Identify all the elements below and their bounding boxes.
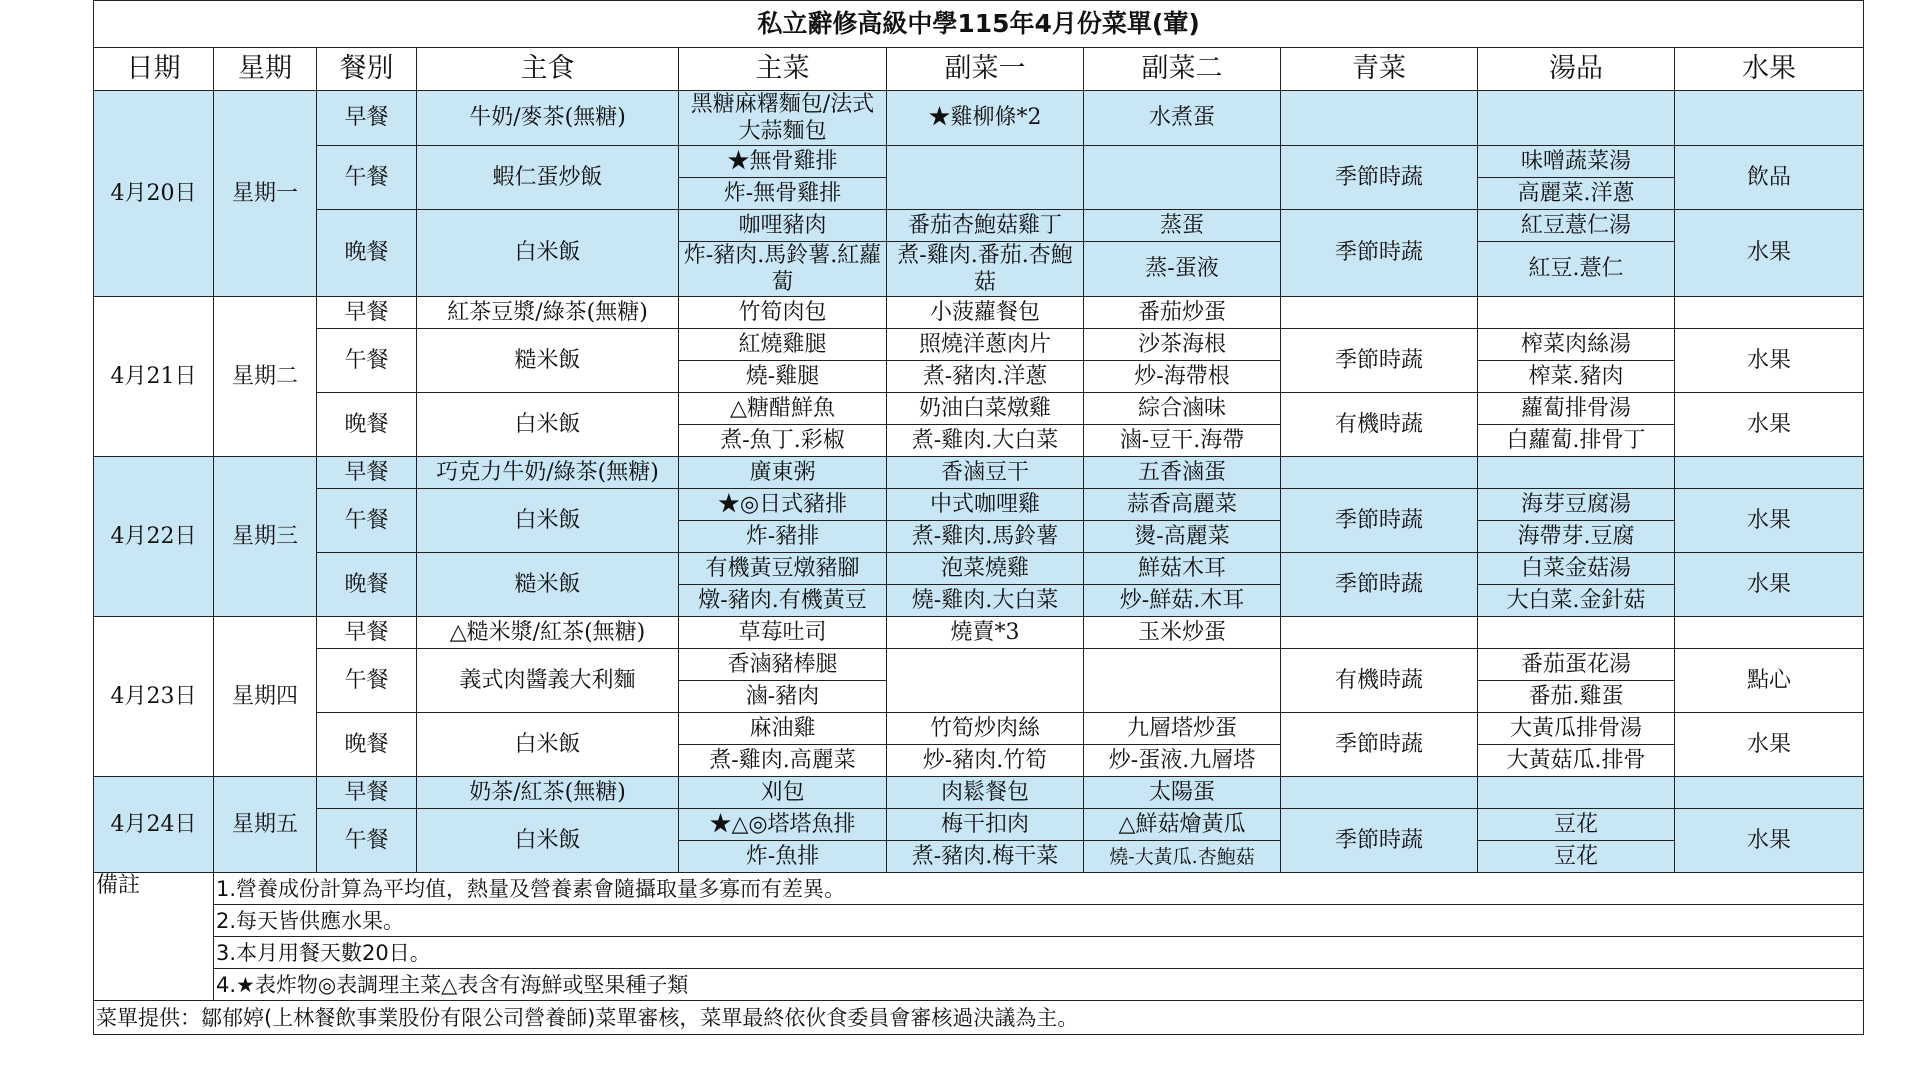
fruit-cell: 水果 [1675,809,1864,873]
notes-row [94,905,1864,937]
vegetable-cell [1281,617,1478,649]
meal-label: 早餐 [317,91,417,146]
note-item: 1.營養成份計算為平均值，熱量及營養素會隨攝取量多寡而有差異。 [214,873,1864,905]
side-dish-2-cell: 水煮蛋 [1084,91,1281,146]
main-dish-cell: 紅燒雞腿 [679,329,887,361]
fruit-cell: 水果 [1675,329,1864,393]
vegetable-cell: 有機時蔬 [1281,649,1478,713]
note-item: 3.本月用餐天數20日。 [214,937,1864,969]
fruit-cell [1675,457,1864,489]
soup-cell: 海芽豆腐湯 [1478,489,1675,521]
staple-cell: 義式肉醬義大利麵 [417,649,679,713]
soup-detail: 榨菜.豬肉 [1478,361,1675,393]
table-row [94,617,1864,649]
side-dish-2-cell: 綜合滷味 [1084,393,1281,425]
soup-cell: 蘿蔔排骨湯 [1478,393,1675,425]
notes-row [94,937,1864,969]
soup-detail: 海帶芽.豆腐 [1478,521,1675,553]
main-dish-cell: 刈包 [679,777,887,809]
meal-label: 早餐 [317,777,417,809]
side-dish-1-cell: 番茄杏鮑菇雞丁 [887,210,1084,242]
soup-detail: 大黃菇瓜.排骨 [1478,745,1675,777]
staple-cell: 白米飯 [417,393,679,457]
table-row [94,297,1864,329]
meal-label: 午餐 [317,649,417,713]
meal-label: 晚餐 [317,393,417,457]
date-cell: 4月24日 [94,777,214,873]
staple-cell: 奶茶/紅茶(無糖) [417,777,679,809]
main-dish-detail: 炸-魚排 [679,841,887,873]
side-dish-2-detail: 燙-高麗菜 [1084,521,1281,553]
footer-row [94,1001,1864,1035]
side-dish-1-cell [887,146,1084,210]
side-dish-1-detail: 煮-雞肉.番茄.杏鮑菇 [887,242,1084,297]
table-row [94,329,1864,361]
table-row [94,146,1864,178]
staple-cell: 白米飯 [417,809,679,873]
soup-cell: 味噌蔬菜湯 [1478,146,1675,178]
side-dish-2-detail: 燒-大黃瓜.杏鮑菇 [1084,841,1281,873]
soup-cell: 大黃瓜排骨湯 [1478,713,1675,745]
side-dish-1-cell: 香滷豆干 [887,457,1084,489]
meal-label: 早餐 [317,297,417,329]
main-dish-cell: 麻油雞 [679,713,887,745]
main-dish-cell: △糖醋鮮魚 [679,393,887,425]
fruit-cell: 飲品 [1675,146,1864,210]
fruit-cell [1675,297,1864,329]
side-dish-2-cell: 蒸蛋 [1084,210,1281,242]
soup-detail: 大白菜.金針菇 [1478,585,1675,617]
side-dish-2-detail: 炒-海帶根 [1084,361,1281,393]
soup-detail: 高麗菜.洋蔥 [1478,178,1675,210]
side-dish-1-cell: 泡菜燒雞 [887,553,1084,585]
weekday-cell: 星期五 [214,777,317,873]
fruit-cell: 點心 [1675,649,1864,713]
note-item: 2.每天皆供應水果。 [214,905,1864,937]
table-row [94,489,1864,521]
meal-label: 晚餐 [317,553,417,617]
side-dish-1-detail: 燒-雞肉.大白菜 [887,585,1084,617]
soup-detail: 白蘿蔔.排骨丁 [1478,425,1675,457]
side-dish-1-cell: 奶油白菜燉雞 [887,393,1084,425]
menu-table [93,0,1864,1035]
side-dish-2-cell [1084,146,1281,210]
side-dish-1-cell: 肉鬆餐包 [887,777,1084,809]
side-dish-1-cell: 照燒洋蔥肉片 [887,329,1084,361]
side-dish-1-detail: 煮-雞肉.馬鈴薯 [887,521,1084,553]
fruit-cell [1675,617,1864,649]
vegetable-cell [1281,457,1478,489]
staple-cell: △糙米漿/紅茶(無糖) [417,617,679,649]
vegetable-cell: 季節時蔬 [1281,329,1478,393]
vegetable-cell: 季節時蔬 [1281,489,1478,553]
side-dish-2-cell: 九層塔炒蛋 [1084,713,1281,745]
header-fruit: 水果 [1675,48,1864,91]
side-dish-2-cell: 蒜香高麗菜 [1084,489,1281,521]
soup-detail: 番茄.雞蛋 [1478,681,1675,713]
main-dish-cell: 廣東粥 [679,457,887,489]
soup-cell: 紅豆薏仁湯 [1478,210,1675,242]
fruit-cell: 水果 [1675,210,1864,297]
table-row [94,713,1864,745]
table-row [94,457,1864,489]
main-dish-detail: 煮-魚丁.彩椒 [679,425,887,457]
side-dish-2-cell [1084,649,1281,713]
vegetable-cell: 季節時蔬 [1281,146,1478,210]
vegetable-cell: 有機時蔬 [1281,393,1478,457]
fruit-cell: 水果 [1675,489,1864,553]
vegetable-cell: 季節時蔬 [1281,553,1478,617]
main-dish-cell: 草莓吐司 [679,617,887,649]
date-cell: 4月22日 [94,457,214,617]
vegetable-cell: 季節時蔬 [1281,809,1478,873]
staple-cell: 白米飯 [417,489,679,553]
staple-cell: 蝦仁蛋炒飯 [417,146,679,210]
notes-row [94,873,1864,905]
meal-label: 晚餐 [317,713,417,777]
soup-detail: 豆花 [1478,841,1675,873]
staple-cell: 白米飯 [417,210,679,297]
vegetable-cell [1281,91,1478,146]
meal-label: 早餐 [317,617,417,649]
main-dish-detail: 燒-雞腿 [679,361,887,393]
table-row [94,649,1864,681]
side-dish-1-detail: 炒-豬肉.竹筍 [887,745,1084,777]
side-dish-1-cell: 竹筍炒肉絲 [887,713,1084,745]
main-dish-detail: 滷-豬肉 [679,681,887,713]
meal-label: 早餐 [317,457,417,489]
header-side-dish-1: 副菜一 [887,48,1084,91]
fruit-cell [1675,91,1864,146]
side-dish-2-cell: 太陽蛋 [1084,777,1281,809]
side-dish-1-cell: 小菠蘿餐包 [887,297,1084,329]
notes-row [94,969,1864,1001]
soup-cell [1478,777,1675,809]
table-row [94,809,1864,841]
page-title: 私立辭修高級中學115年4月份菜單(葷) [94,1,1864,48]
vegetable-cell [1281,777,1478,809]
side-dish-2-detail: 炒-蛋液.九層塔 [1084,745,1281,777]
main-dish-cell: 竹筍肉包 [679,297,887,329]
soup-cell: 榨菜肉絲湯 [1478,329,1675,361]
main-dish-cell: ★無骨雞排 [679,146,887,178]
side-dish-1-cell: 中式咖哩雞 [887,489,1084,521]
header-date: 日期 [94,48,214,91]
staple-cell: 白米飯 [417,713,679,777]
side-dish-2-cell: 鮮菇木耳 [1084,553,1281,585]
date-cell: 4月20日 [94,91,214,297]
side-dish-2-cell: 五香滷蛋 [1084,457,1281,489]
side-dish-1-detail: 煮-雞肉.大白菜 [887,425,1084,457]
main-dish-cell: 咖哩豬肉 [679,210,887,242]
side-dish-2-cell: 番茄炒蛋 [1084,297,1281,329]
soup-detail: 紅豆.薏仁 [1478,242,1675,297]
header-soup: 湯品 [1478,48,1675,91]
main-dish-cell: 有機黃豆燉豬腳 [679,553,887,585]
side-dish-1-cell: ★雞柳條*2 [887,91,1084,146]
main-dish-cell: 黑糖麻糬麵包/法式大蒜麵包 [679,91,887,146]
meal-label: 晚餐 [317,210,417,297]
meal-label: 午餐 [317,489,417,553]
header-main-dish: 主菜 [679,48,887,91]
main-dish-cell: ★◎日式豬排 [679,489,887,521]
weekday-cell: 星期一 [214,91,317,297]
main-dish-detail: 炸-無骨雞排 [679,178,887,210]
main-dish-detail: 炸-豬排 [679,521,887,553]
soup-cell [1478,91,1675,146]
soup-cell: 白菜金菇湯 [1478,553,1675,585]
side-dish-1-cell [887,649,1084,713]
note-item: 4.★表炸物◎表調理主菜△表含有海鮮或堅果種子類 [214,969,1864,1001]
table-row [94,777,1864,809]
vegetable-cell: 季節時蔬 [1281,210,1478,297]
meal-label: 午餐 [317,329,417,393]
header-meal: 餐別 [317,48,417,91]
weekday-cell: 星期四 [214,617,317,777]
table-row [94,91,1864,146]
main-dish-detail: 炸-豬肉.馬鈴薯.紅蘿蔔 [679,242,887,297]
fruit-cell [1675,777,1864,809]
main-dish-detail: 煮-雞肉.高麗菜 [679,745,887,777]
menu-provider-note: 菜單提供：鄒郁婷(上林餐飲事業股份有限公司營養師)菜單審核，菜單最終依伙食委員會審核過決議為主。 [94,1001,1864,1035]
side-dish-2-cell: 玉米炒蛋 [1084,617,1281,649]
fruit-cell: 水果 [1675,553,1864,617]
table-row [94,393,1864,425]
side-dish-2-detail: 炒-鮮菇.木耳 [1084,585,1281,617]
main-dish-cell: ★△◎塔塔魚排 [679,809,887,841]
main-dish-cell: 香滷豬棒腿 [679,649,887,681]
main-dish-detail: 燉-豬肉.有機黃豆 [679,585,887,617]
table-row [94,553,1864,585]
date-cell: 4月21日 [94,297,214,457]
side-dish-1-cell: 梅干扣肉 [887,809,1084,841]
staple-cell: 牛奶/麥茶(無糖) [417,91,679,146]
header-vegetable: 青菜 [1281,48,1478,91]
staple-cell: 紅茶豆漿/綠茶(無糖) [417,297,679,329]
side-dish-1-detail: 煮-豬肉.梅干菜 [887,841,1084,873]
staple-cell: 糙米飯 [417,553,679,617]
meal-label: 午餐 [317,146,417,210]
soup-cell: 豆花 [1478,809,1675,841]
staple-cell: 糙米飯 [417,329,679,393]
side-dish-2-detail: 滷-豆干.海帶 [1084,425,1281,457]
fruit-cell: 水果 [1675,393,1864,457]
soup-cell [1478,617,1675,649]
side-dish-1-cell: 燒賣*3 [887,617,1084,649]
header-side-dish-2: 副菜二 [1084,48,1281,91]
table-row [94,210,1864,242]
weekday-cell: 星期三 [214,457,317,617]
soup-cell [1478,297,1675,329]
side-dish-1-detail: 煮-豬肉.洋蔥 [887,361,1084,393]
vegetable-cell: 季節時蔬 [1281,713,1478,777]
vegetable-cell [1281,297,1478,329]
side-dish-2-detail: 蒸-蛋液 [1084,242,1281,297]
meal-label: 午餐 [317,809,417,873]
notes-label: 備註 [94,873,214,1001]
fruit-cell: 水果 [1675,713,1864,777]
weekday-cell: 星期二 [214,297,317,457]
soup-cell: 番茄蛋花湯 [1478,649,1675,681]
soup-cell [1478,457,1675,489]
side-dish-2-cell: △鮮菇燴黃瓜 [1084,809,1281,841]
staple-cell: 巧克力牛奶/綠茶(無糖) [417,457,679,489]
header-weekday: 星期 [214,48,317,91]
date-cell: 4月23日 [94,617,214,777]
side-dish-2-cell: 沙茶海根 [1084,329,1281,361]
header-staple: 主食 [417,48,679,91]
